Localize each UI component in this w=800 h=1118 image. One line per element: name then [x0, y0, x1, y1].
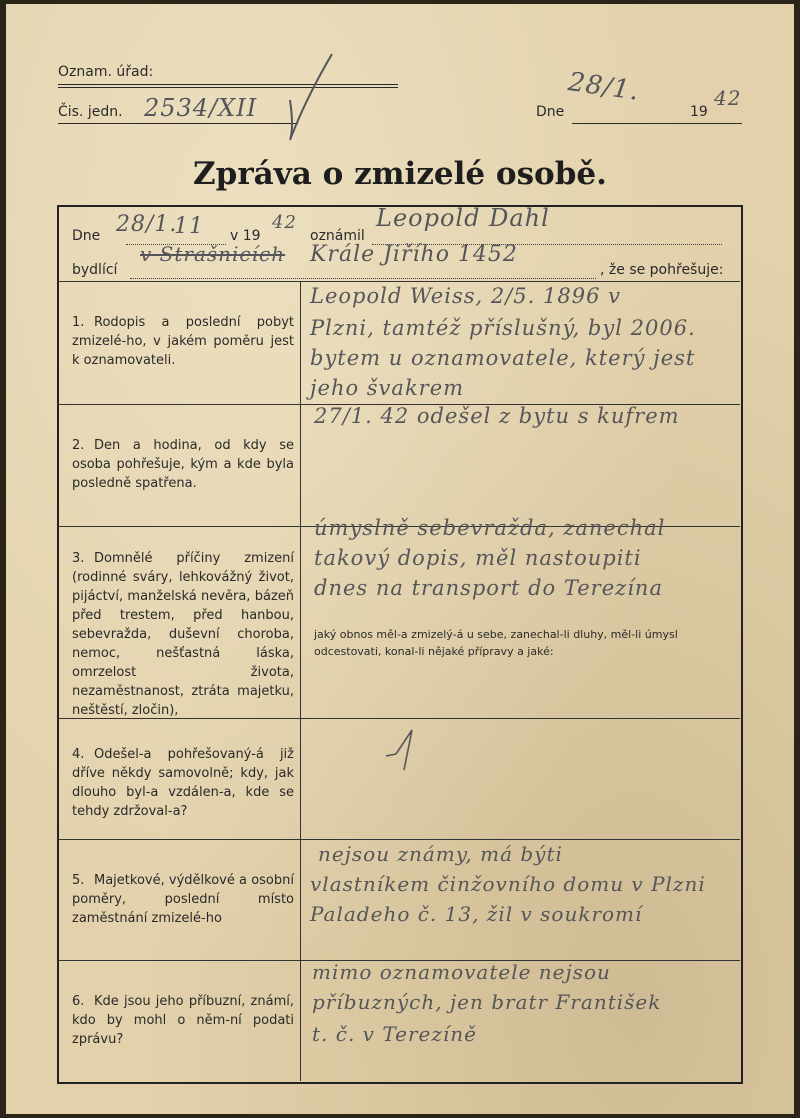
answer-1-line-2: Plzni, tamtéž příslušný, byl 2006. — [310, 316, 696, 340]
question-1: 1. Rodopis a poslední pobyt zmizelé-ho, v jakém poměru jest k oznamovateli. — [72, 315, 294, 368]
residence-dots — [130, 278, 596, 279]
page-title: Zpráva o zmizelé osobě. — [193, 156, 607, 192]
reference-number-label: Čis. jedn. — [58, 104, 123, 120]
check-mark-icon — [280, 48, 340, 148]
answer-3-line-3: dnes na transport do Terezína — [314, 576, 663, 600]
answer-2-line-1: 27/1. 42 odešel z bytu s kufrem — [314, 404, 680, 428]
office-line-double — [58, 87, 398, 88]
office-line — [58, 84, 398, 85]
question-2: 2. Den a hodina, od kdy se osoba pohřešuje, kým a kde byla posledně spatřena. — [72, 438, 294, 491]
report-day-value: 28/1. — [116, 212, 178, 237]
report-day-mark: 11 — [174, 214, 204, 239]
report-year-value: 42 — [272, 212, 297, 233]
question-3: 3. Domnělé příčiny zmizení (rodinné sváry, lehkovážný život, pijáctví, manželská nevěra, bázeň před trestem, před hanbou, sebevražda, duševní choroba, nemoc, nešťastná láska, omrzelost života, nezaměstnanost, ztráta majetku, neštěstí, zločin), — [72, 551, 294, 718]
reference-line — [58, 123, 298, 124]
report-day-label: Dne — [72, 228, 101, 244]
missing-label: , že se pohřešuje: — [600, 262, 724, 278]
column-divider — [300, 281, 301, 1081]
date-value: 28/1. — [566, 67, 642, 107]
answer-1-line-4: jeho švakrem — [310, 376, 465, 400]
dash-mark-icon — [382, 726, 422, 776]
question-6: 6. Kde jsou jeho příbuzní, známí, kdo by mohl o něm-ní podati zprávu? — [72, 994, 294, 1047]
answer-3-line-1: úmyslně sebevražda, zanechal — [314, 516, 666, 540]
answer-1-line-3: bytem u oznamovatele, který jest — [310, 346, 696, 370]
reported-by-label: oznámil — [310, 228, 365, 244]
date-label: Dne — [536, 104, 565, 120]
report-sheet — [6, 4, 794, 1114]
question-3-note: jaký obnos měl-a zmizelý-á u sebe, zanechal-li dluhy, měl-li úmysl odcestovati, konal-li nějaké přípravy a jaké: — [314, 628, 678, 658]
row-divider — [58, 281, 740, 282]
office-label: Oznam. úřad: — [58, 64, 154, 80]
answer-1-line-1: Leopold Weiss, 2/5. 1896 v — [310, 284, 621, 308]
row-divider — [58, 718, 740, 719]
answer-5-line-3: Paladeho č. 13, žil v soukromí — [310, 902, 643, 926]
answer-6-line-2: příbuzných, jen bratr František — [312, 990, 662, 1014]
reporter-name: Leopold Dahl — [376, 204, 550, 232]
year-prefix: 19 — [690, 104, 708, 120]
date-line — [572, 123, 742, 124]
reference-number-value: 2534/XII — [144, 94, 258, 122]
answer-6-line-3: t. č. v Terezíně — [312, 1022, 477, 1046]
report-in-year: v 19 — [230, 228, 261, 244]
answer-5-line-2: vlastníkem činžovního domu v Plzni — [310, 872, 706, 896]
question-5: 5. Majetkové, výdělkové a osobní poměry, poslední místo zaměstnání zmizelé-ho — [72, 873, 294, 926]
residence-value: Krále Jiřího 1452 — [310, 242, 518, 267]
residence-crossed: v Strašnicích — [140, 242, 286, 266]
residence-label: bydlící — [72, 262, 118, 278]
answer-6-line-1: mimo oznamovatele nejsou — [312, 960, 611, 984]
question-4: 4. Odešel-a pohřešovaný-á již dříve někdy samovolně; kdy, jak dlouho byl-a vzdálen-a, kde se tehdy zdržoval-a? — [72, 747, 294, 819]
row-divider — [58, 839, 740, 840]
answer-5-line-1: nejsou známy, má býti — [318, 842, 563, 866]
answer-3-line-2: takový dopis, měl nastoupiti — [314, 546, 642, 570]
year-value: 42 — [714, 86, 742, 110]
